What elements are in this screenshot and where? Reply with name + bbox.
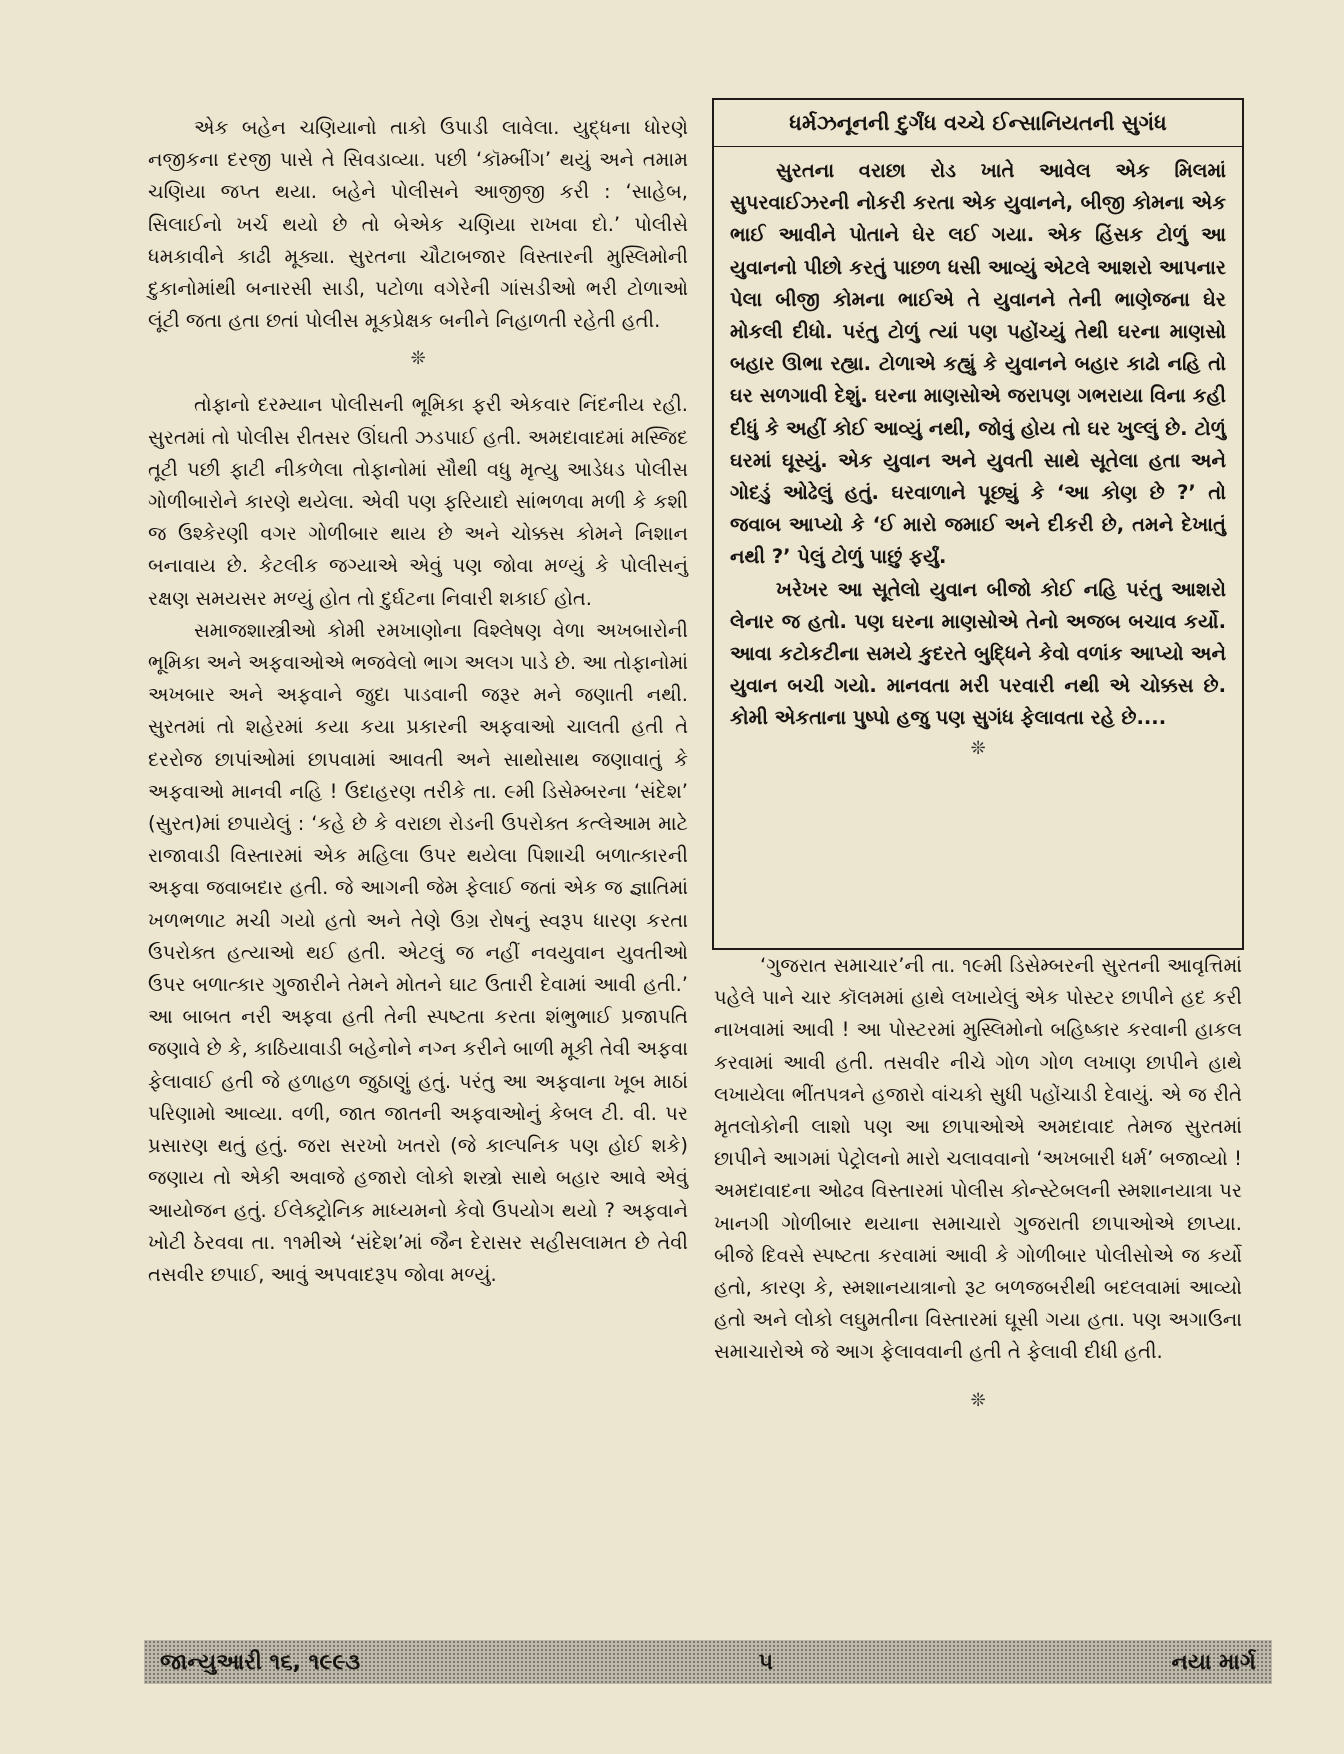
boxed-story [712,98,1244,950]
separator-ornament: ❊ [970,737,986,759]
left-paragraph-2: તોફાનો દરમ્યાન પોલીસની ભૂમિકા ફરી એકવાર નિંદનીય રહી. સુરતમાં તો પોલીસ રીતસર ઊંઘતી ઝડપાઈ હતી. અમદાવાદમાં મસ્જિદ તૂટી પછી ફાટી નીકળેલા તોફાનોમાં સૌથી વધુ મૃત્યુ આડેધડ પોલીસ ગોળીબારોને કારણે થયેલા. એવી પણ ફરિયાદો સાંભળવા મળી કે કશી જ ઉશ્કેરણી વગર ગોળીબાર થાય છે અને ચોક્કસ કોમને નિશાન બનાવાય છે. કેટલીક જગ્યાએ એવું પણ જોવા મળ્યું કે પોલીસનું રક્ષણ સમયસર મળ્યું હોત તો દુર્ઘટના નિવારી શકાઈ હોત. [148,393,688,610]
boxed-paragraph-2: ખરેખર આ સૂતેલો યુવાન બીજો કોઈ નહિ પરંતુ આશરો લેનાર જ હતો. પણ ઘરના માણસોએ તેનો અજબ બચાવ કર્યો. આવા કટોકટીના સમયે કુદરતે બુદ્ધિને કેવો વળાંક આપ્યો અને યુવાન બચી ગયો. માનવતા મરી પરવારી નથી એ ચોક્કસ છે. કોમી એકતાના પુષ્પો હજુ પણ સુગંધ ફેલાવતા રહે છે.... [730,577,1226,730]
page-footer [144,1640,1272,1684]
separator-ornament: ❊ [970,1389,986,1411]
left-column [148,112,688,1291]
left-paragraph-1: એક બહેન ચણિયાનો તાકો ઉપાડી લાવેલા. યુદ્ધના ધોરણે નજીકના દરજી પાસે તે સિવડાવ્યા. પછી ‘કૉમ્બીંગ’ થયું અને તમામ ચણિયા જપ્ત થયા. બહેને પોલીસને આજીજી કરી : ‘સાહેબ, સિલાઈનો ખર્ચ થયો છે તો બેએક ચણિયા રાખવા દો.’ પોલીસે ધમકાવીને કાઢી મૂક્યા. સુરતના ચૌટાબજાર વિસ્તારની મુસ્લિમોની દુકાનોમાંથી બનારસી સાડી, પટોળા વગેરેની ગાંસડીઓ ભરી ટોળાઓ લૂંટી જતા હતા છતાં પોલીસ મૂકપ્રેક્ષક બનીને નિહાળતી રહેતી હતી. [148,116,688,333]
boxed-story-body [730,155,1226,763]
boxed-paragraph-1: સુરતના વરાછા રોડ ખાતે આવેલ એક મિલમાં સુપરવાઈઝરની નોકરી કરતા એક યુવાનને, બીજી કોમના એક ભાઈ આવીને પોતાને ઘેર લઈ ગયા. એક હિંસક ટોળું આ યુવાનનો પીછો કરતું પાછળ ધસી આવ્યું એટલે આશરો આપનાર પેલા બીજી કોમના ભાઈએ તે યુવાનને તેની ભાણેજના ઘેર મોકલી દીધો. પરંતુ ટોળું ત્યાં પણ પહોંચ્યું તેથી ઘરના માણસો બહાર ઊભા રહ્યા. ટોળાએ કહ્યું કે યુવાનને બહાર કાઢો નહિ તો ઘર સળગાવી દેશું. ઘરના માણસોએ જરાપણ ગભરાયા વિના કહી દીધું કે અહીં કોઈ આવ્યું નથી, જોવું હોય તો ઘર ખુલ્લું છે. ટોળું ઘરમાં ઘૂસ્યું. એક યુવાન અને યુવતી સાથે સૂતેલા હતા અને ગોદડું ઓઢેલું હતું. ઘરવાળાને પૂછ્યું કે ‘આ કોણ છે ?’ તો જવાબ આપ્યો કે ‘ઈ મારો જમાઈ અને દીકરી છે, તમને દેખાતું નથી ?’ પેલું ટોળું પાછું ફર્યું. [730,159,1226,569]
page-number: ૫ [758,1649,774,1675]
right-paragraph-1: ‘ગુજરાત સમાચાર’ની તા. ૧૯મી ડિસેમ્બરની સુરતની આવૃત્તિમાં પહેલે પાને ચાર કૉલમમાં હાથે લખાયેલું એક પોસ્ટર છાપીને હદ કરી નાખવામાં આવી ! આ પોસ્ટરમાં મુસ્લિમોનો બહિષ્કાર કરવાની હાકલ કરવામાં આવી હતી. તસવીર નીચે ગોળ ગોળ લખાણ છાપીને હાથે લખાયેલા ભીંતપત્રને હજારો વાંચકો સુધી પહોંચાડી દેવાયું. એ જ રીતે મૃતલોકોની લાશો પણ આ છાપાઓએ અમદાવાદ તેમજ સુરતમાં છાપીને આગમાં પેટ્રોલનો મારો ચલાવવાનો ‘અખબારી ધર્મ’ બજાવ્યો ! અમદાવાદના ઓઢવ વિસ્તારમાં પોલીસ કોન્સ્ટેબલની સ્મશાનયાત્રા પર ખાનગી ગોળીબાર થયાના સમાચારો ગુજરાતી છાપાઓએ છાપ્યા. બીજે દિવસે સ્પષ્ટતા કરવામાં આવી કે ગોળીબાર પોલીસોએ જ કર્યો હતો, કારણ કે, સ્મશાનયાત્રાનો રૂટ બળજબરીથી બદલવામાં આવ્યો હતો અને લોકો લઘુમતીના વિસ્તારમાં ઘૂસી ગયા હતા. પણ અગાઉના સમાચારોએ જે આગ ફેલાવવાની હતી તે ફેલાવી દીધી હતી. [714,954,1242,1364]
separator-ornament: ❊ [410,348,426,370]
left-paragraph-3: સમાજશાસ્ત્રીઓ કોમી રમખાણોના વિશ્લેષણ વેળા અખબારોની ભૂમિકા અને અફવાઓએ ભજવેલો ભાગ અલગ પાડે છે. આ તોફાનોમાં અખબાર અને અફવાને જુદા પાડવાની જરૂર મને જણાતી નથી. સુરતમાં તો શહેરમાં કયા કયા પ્રકારની અફવાઓ ચાલતી હતી તે દરરોજ છાપાંઓમાં છાપવામાં આવતી અને સાથોસાથ જણાવાતું કે અફવાઓ માનવી નહિ ! ઉદાહરણ તરીકે તા. ૯મી ડિસેમ્બરના ‘સંદેશ’ (સુરત)માં છપાયેલું : ‘કહે છે કે વરાછા રોડની ઉપરોક્ત કત્લેઆમ માટે રાજાવાડી વિસ્તારમાં એક મહિલા ઉપર થયેલા પિશાચી બળાત્કારની અફવા જવાબદાર હતી. જે આગની જેમ ફેલાઈ જતાં એક જ જ્ઞાતિમાં ખળભળાટ મચી ગયો હતો અને તેણે ઉગ્ર રોષનું સ્વરૂપ ધારણ કરતા ઉપરોક્ત હત્યાઓ થઈ હતી. એટલું જ નહીં નવયુવાન યુવતીઓ ઉપર બળાત્કાર ગુજારીને તેમને મોતને ઘાટ ઉતારી દેવામાં આવી હતી.’ આ બાબત નરી અફવા હતી તેની સ્પષ્ટતા કરતા શંભુભાઈ પ્રજાપતિ જણાવે છે કે, કાઠિયાવાડી બહેનોને નગ્ન કરીને બાળી મૂકી તેવી અફવા ફેલાવાઈ હતી જે હળાહળ જુઠાણું હતું. પરંતુ આ અફવાના ખૂબ માઠાં પરિણામો આવ્યા. વળી, જાત જાતની અફવાઓનું કેબલ ટી. વી. પર પ્રસારણ થતું હતું. જરા સરખો ખતરો (જે કાલ્પનિક પણ હોઈ શકે) જણાય તો એકી અવાજે હજારો લોકો શસ્ત્રો સાથે બહાર આવે એવું આયોજન હતું. ઈલેક્ટ્રોનિક માધ્યમનો કેવો ઉપયોગ થયો ? અફવાને ખોટી ઠેરવવા તા. ૧૧મીએ ‘સંદેશ’માં જૈન દેરાસર સહીસલામત છે તેવી તસવીર છપાઈ, આવું અપવાદરૂપ જોવા મળ્યું. [148,618,688,1286]
right-column [714,950,1242,1431]
publication-name: નયા માર્ગ [1171,1649,1256,1675]
footer-date: જાન્યુઆરી ૧૬, ૧૯૯૩ [160,1649,361,1675]
boxed-story-title: ધર્મઝનૂનની દુર્ગંધ વચ્ચે ઈન્સાનિયતની સુગંધ [714,104,1242,147]
